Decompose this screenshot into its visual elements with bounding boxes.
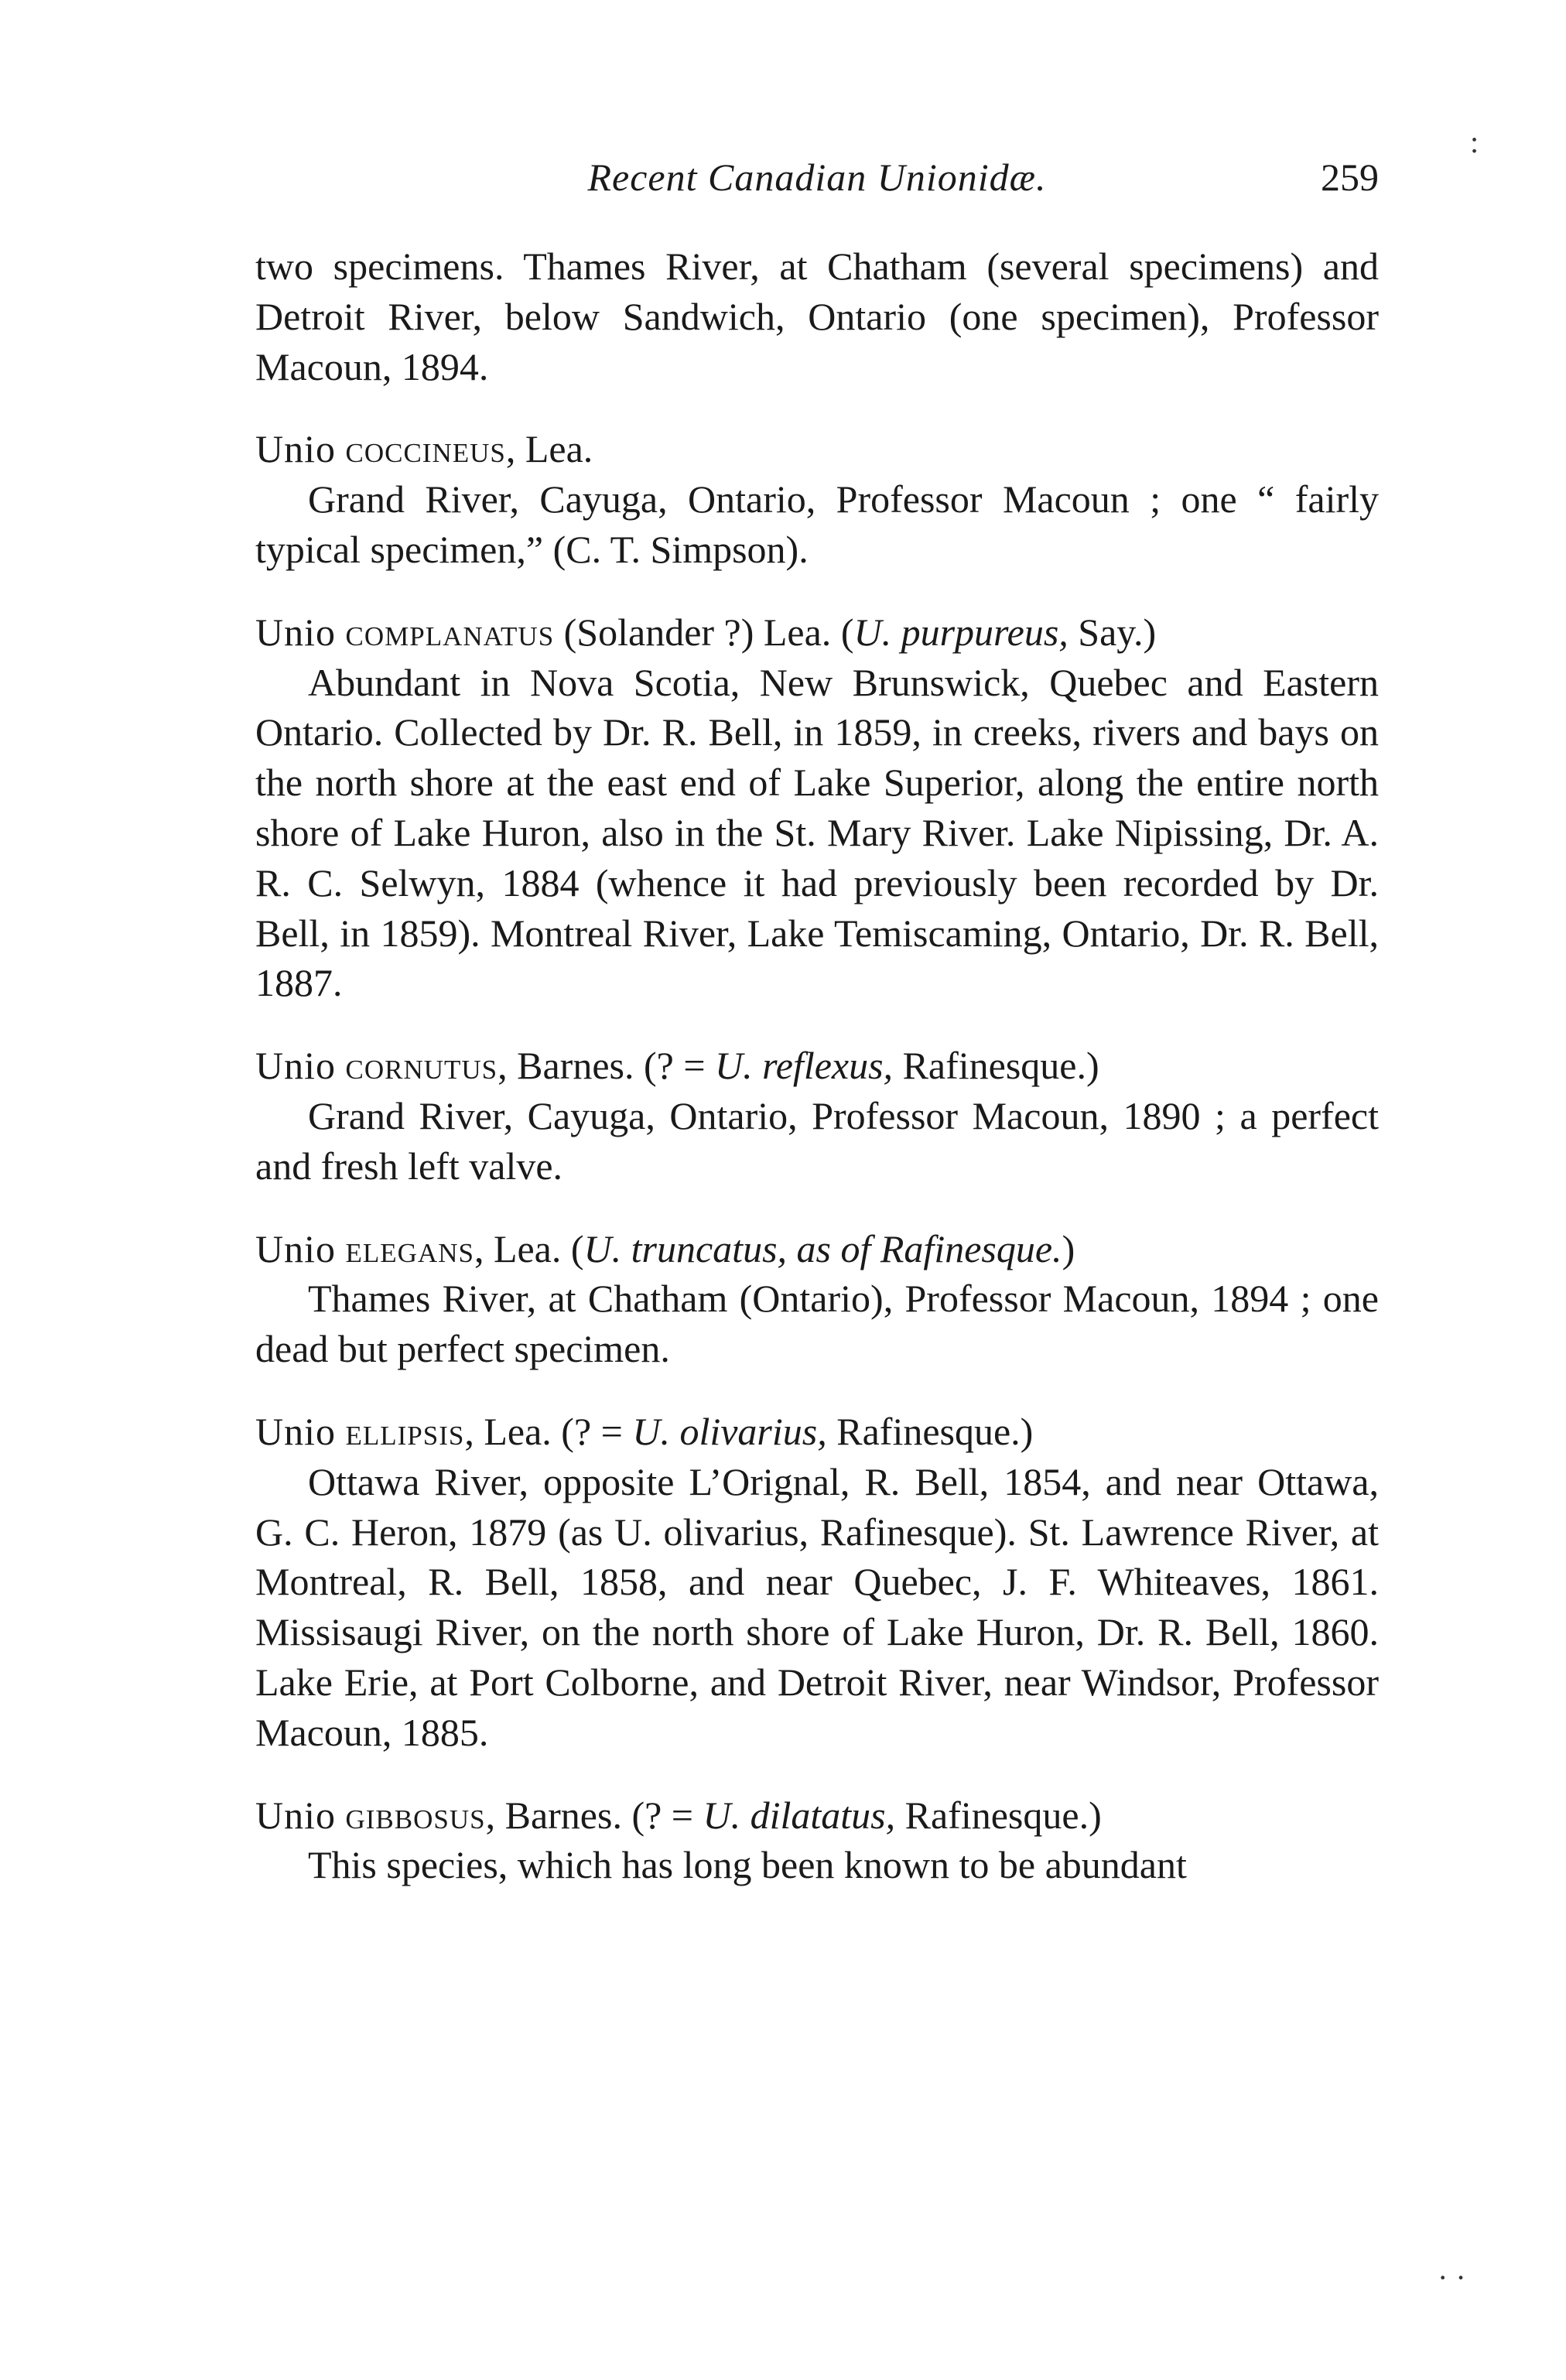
species-authority: , Barnes.: [485, 1793, 622, 1837]
continuation-paragraph: two specimens. Thames River, at Chatham (several specimens) and Detroit River, below Sandwich, Ontario (one specimen), Professor Macoun, 1894.: [255, 244, 1379, 388]
genus-name: Unio: [255, 1409, 336, 1453]
synonym-name: U. olivarius,: [632, 1409, 827, 1453]
species-entry: [255, 1224, 1379, 1374]
species-heading: [255, 607, 1379, 658]
species-entry: [255, 1407, 1379, 1758]
species-description: Grand River, Cayuga, Ontario, Professor Macoun ; one “ fairly typical specimen,” (C. T. Simpson).: [255, 477, 1379, 571]
species-description: Ottawa River, opposite L’Orignal, R. Bell, 1854, and near Ottawa, G. C. Heron, 1879 (as U. olivarius, Rafinesque). St. Lawrence River, at Montreal, R. Bell, 1858, and near Quebec, J. F. Whiteaves, 1861. Missisaugi River, on the north shore of Lake Huron, Dr. R. Bell, 1860. Lake Erie, at Port Colborne, and Detroit River, near Windsor, Professor Macoun, 1885.: [255, 1459, 1379, 1754]
page-number: 259: [1321, 156, 1379, 199]
species-name: complanatus: [345, 610, 555, 654]
synonym-prefix: (? =: [634, 1044, 716, 1088]
synonym-suffix: Rafinesque.): [893, 1044, 1099, 1088]
genus-name: Unio: [255, 1044, 336, 1088]
margin-mark-bottom: · ·: [1438, 2260, 1466, 2295]
margin-mark-top: :: [1470, 125, 1479, 159]
synonym-suffix: Say.): [1068, 610, 1157, 654]
species-authority: (Solander ?) Lea.: [554, 610, 832, 654]
page-body: [255, 155, 1379, 1890]
species-heading: [255, 1407, 1379, 1457]
synonym-suffix: Rafinesque.): [895, 1793, 1102, 1837]
synonym-name: U. dilatatus,: [703, 1793, 896, 1837]
species-description: Thames River, at Chatham (Ontario), Professor Macoun, 1894 ; one dead but perfect specimen.: [255, 1277, 1379, 1371]
synonym-prefix: (: [561, 1226, 584, 1270]
running-title: Recent Canadian Unionidæ.: [587, 156, 1047, 199]
species-authority: , Barnes.: [497, 1044, 634, 1088]
genus-name: Unio: [255, 1793, 336, 1837]
species-description: Abundant in Nova Scotia, New Brunswick, Quebec and Eastern Ontario. Collected by Dr. R. Bell, in 1859, in creeks, rivers and bays on the north shore at the east end of Lake Superior, along the entire north shore of Lake Huron, also in the St. Mary River. Lake Nipissing, Dr. A. R. C. Selwyn, 1884 (whence it had previously been recorded by Dr. Bell, in 1859). Montreal River, Lake Temiscaming, Ontario, Dr. R. Bell, 1887.: [255, 660, 1379, 1005]
genus-name: Unio: [255, 610, 336, 654]
synonym-suffix: ): [1062, 1226, 1075, 1270]
species-name: coccineus: [345, 427, 506, 471]
synonym-prefix: (: [831, 610, 854, 654]
species-description: Grand River, Cayuga, Ontario, Professor Macoun, 1890 ; a perfect and fresh left valve.: [255, 1093, 1379, 1188]
synonym-prefix: (? =: [621, 1793, 703, 1837]
genus-name: Unio: [255, 1226, 336, 1270]
species-name: ellipsis: [345, 1409, 465, 1453]
species-authority: , Lea.: [474, 1226, 562, 1270]
synonym-name: U. reflexus,: [715, 1044, 894, 1088]
species-entry: [255, 1041, 1379, 1191]
species-entry: [255, 424, 1379, 574]
species-heading: [255, 1041, 1379, 1091]
species-name: elegans: [345, 1226, 474, 1270]
species-heading: [255, 424, 1379, 474]
species-name: cornutus: [345, 1044, 498, 1088]
running-head: [255, 155, 1379, 209]
synonym-prefix: (? =: [551, 1409, 633, 1453]
synonym-name: U. purpureus,: [853, 610, 1069, 654]
species-authority: , Lea.: [505, 427, 593, 471]
species-description: This species, which has long been known to be abundant: [308, 1843, 1187, 1887]
synonym-name: U. truncatus, as of Rafinesque.: [583, 1226, 1062, 1270]
species-entry: [255, 607, 1379, 1008]
genus-name: Unio: [255, 427, 336, 471]
species-heading: [255, 1224, 1379, 1274]
synonym-suffix: Rafinesque.): [826, 1409, 1034, 1453]
species-name: gibbosus: [345, 1793, 486, 1837]
species-heading: [255, 1790, 1379, 1841]
species-authority: , Lea.: [464, 1409, 552, 1453]
species-entry: [255, 1790, 1379, 1891]
